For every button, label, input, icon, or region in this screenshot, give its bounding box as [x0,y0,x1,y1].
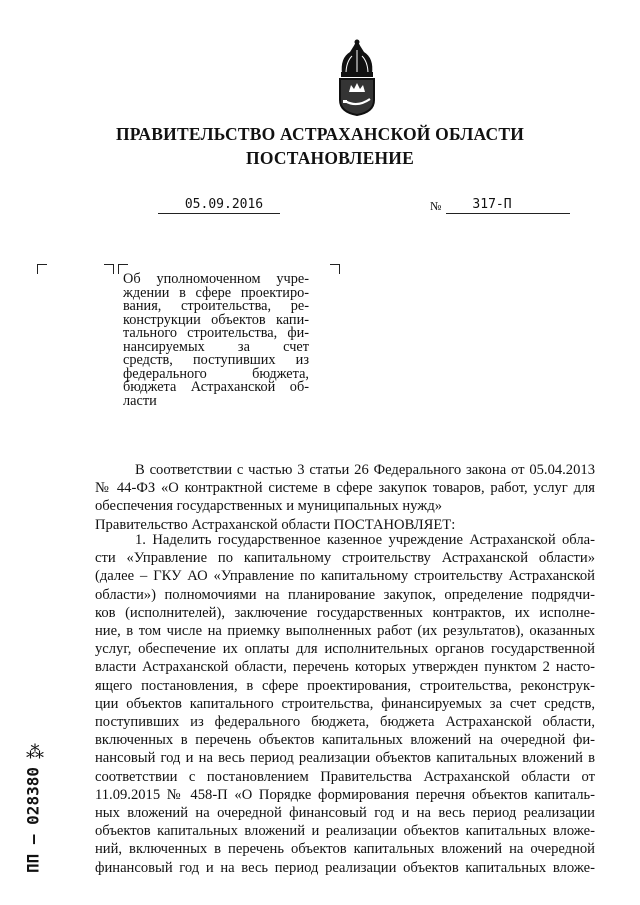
clause-line: включенных в перечень объектов капитальных вложений на очередной фи- [95,732,595,749]
corner-bracket-top-right [104,264,114,274]
clause-line: ящего постановления, в сфере проектирования, строительства, реконструк- [95,677,595,694]
subject-line: средств, поступивших из [123,352,309,368]
subject-line: тального строительства, фи- [123,325,309,341]
clause-line: нансовый год и на весь период реализации объектов капитальных вложений в [95,750,595,767]
number-sign: № [430,199,442,213]
number-underline [446,213,570,214]
clause-line: ков (исполнителей), заключение государственных контрактов, их исполне- [95,604,595,621]
clause-line: ции объектов капитального строительства, финансируемых за счет средств, [95,695,595,712]
subject-line: вания, строительства, ре- [123,298,309,314]
clause-line: ний, включенных в перечень объектов капитальных вложений на очередной [95,841,595,858]
clause-line: области») полномочиями на планирование закупок, определение подрядчи- [95,586,595,603]
clause-line: соответствии с постановлением Правительства Астраханской области от [95,768,595,785]
document-type-heading: ПОСТАНОВЛЕНИЕ [246,148,414,168]
subject-line: федерального бюджета, [123,365,309,382]
clause-line: финансовый год и на весь период реализации объектов капитальных вложе- [95,859,595,876]
clause-1 [95,531,595,877]
preamble-line: № 44-ФЗ «О контрактной системе в сфере закупок товаров, работ, услуг для [95,480,595,497]
document-subject [123,273,309,408]
side-serial-number: ПП – 028380 [23,767,43,873]
subject-line: ждении в сфере проектиро- [123,284,309,301]
preamble-line: В соответствии с частью 3 статьи 26 Федерального закона от 05.04.2013 [135,462,595,478]
clause-line: 1. Наделить государственное казенное учреждение Астраханской обла- [135,532,595,548]
clause-line: ных вложений на очередной финансовый год и на весь период реализации [95,805,595,822]
subject-line: бюджета Астраханской об- [123,379,309,395]
document-date: 05.09.2016 [184,197,264,212]
date-underline [158,213,280,214]
clause-line: (далее – ГКУ АО «Управление по капитальному строительству Астраханской [95,568,595,585]
preamble-line: обеспечения государственных и муниципальных нужд» [95,498,443,515]
subject-line: конструкции объектов капи- [123,311,309,328]
clause-line: объектов капитальных вложений и реализации объектов капитальных вложе- [95,823,595,840]
document-number: 317-П [472,197,512,212]
clause-line: 11.09.2015 № 458-П «О Порядке формирования перечня объектов капиталь- [95,786,595,803]
clause-line: услуг, обеспечение их оплаты для исполнительных органов государственной [95,641,595,658]
clause-line: поступивших из федерального бюджета, бюджета Астраханской области, [95,714,595,731]
government-heading: ПРАВИТЕЛЬСТВО АСТРАХАНСКОЙ ОБЛАСТИ [115,124,525,144]
side-stamp-mark: ⁂ [26,742,44,762]
preamble-line: Правительство Астраханской области ПОСТАНОВЛЯЕТ: [95,516,456,533]
corner-bracket-top-left [37,264,47,274]
subject-line: Об уполномоченном учре- [123,271,309,287]
subject-line: ласти [123,392,157,409]
clause-line: сти «Управление по капитальному строительству Астраханской области» [95,550,595,567]
corner-bracket-subject-right [330,264,340,274]
clause-line: власти Астраханской области, перечень которых утвержден пунктом 2 насто- [95,659,595,676]
preamble [95,461,595,534]
clause-line: ние, в том числе на приемку выполненных работ (их результатов), оказанных [95,623,595,640]
coat-of-arms-icon [332,38,382,116]
subject-line: нансируемых за счет [123,338,309,355]
